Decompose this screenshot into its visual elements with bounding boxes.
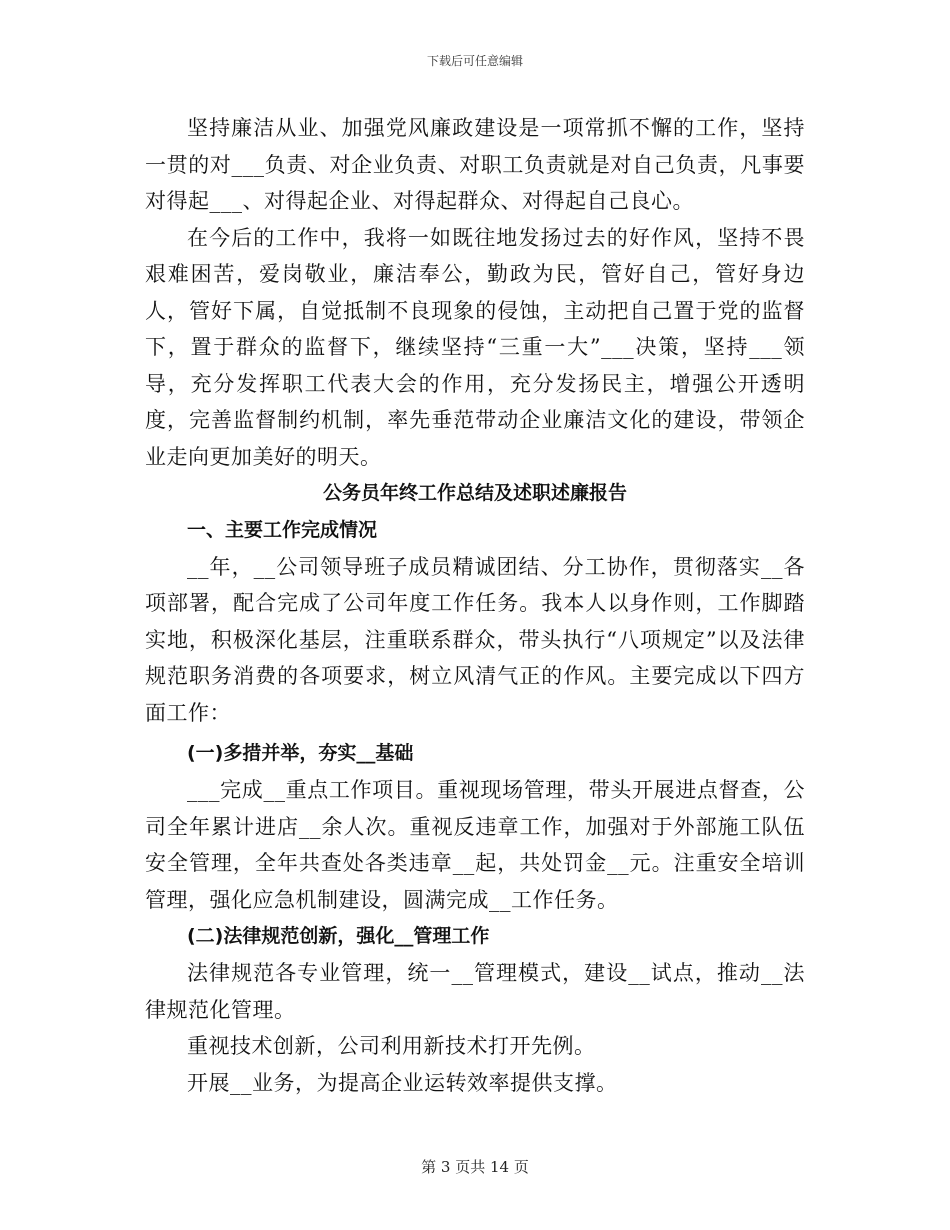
section-heading-main-work: 一、主要工作完成情况 — [187, 518, 378, 541]
subsection-heading-1: (一)多措并举，夯实__基础 — [187, 742, 414, 764]
paragraph-safety-management: ___完成__重点工作项目。重视现场管理，带头开展进点督查，公司全年累计进店__余人次。重视反违章工作，加强对于外部施工队伍安全管理，全年共查处各类违章__起，共处罚金__元。注重安全培训管理，强化应急机制建设，圆满完成__工作任务。 — [145, 778, 805, 912]
page-footer: 第 3 页共 14 页 — [421, 1158, 529, 1176]
subsection-heading-2: (二)法律规范创新，强化__管理工作 — [187, 925, 490, 947]
document-body — [145, 110, 805, 1101]
paragraph-integrity: 坚持廉洁从业、加强党风廉政建设是一项常抓不懈的工作，坚持一贯的对___负责、对企业负责、对职工负责就是对自己负责，凡事要对得起___、对得起企业、对得起群众、对得起自己良心。 — [145, 116, 805, 213]
report-title: 公务员年终工作总结及述职述廉报告 — [322, 482, 627, 504]
paragraph-business: 开展__业务，为提高企业运转效率提供支撑。 — [187, 1070, 618, 1095]
paragraph-tech-innovation: 重视技术创新，公司利用新技术打开先例。 — [187, 1034, 596, 1058]
paragraph-standardization: 法律规范各专业管理，统一__管理模式，建设__试点，推动__法律规范化管理。 — [145, 961, 805, 1022]
paragraph-future-work: 在今后的工作中，我将一如既往地发扬过去的好作风，坚持不畏艰难困苦，爱岗敬业，廉洁奉公，勤政为民，管好自己，管好身边人，管好下属，自觉抵制不良现象的侵蚀，主动把自己置于党的监督下，置于群众的监督下，继续坚持“三重一大”___决策，坚持___领导，充分发挥职工代表大会的作用，充分发扬民主，增强公开透明度，完善监督制约机制，率先垂范带动企业廉洁文化的建设，带领企业走向更加美好的明天。 — [145, 225, 805, 469]
paragraph-annual-summary: __年，__公司领导班子成员精诚团结、分工协作，贯彻落实__各项部署，配合完成了公司年度工作任务。我本人以身作则，工作脚踏实地，积极深化基层，注重联系群众，带头执行“八项规定”以及法律规范职务消费的各项要求，树立风清气正的作风。主要完成以下四方面工作： — [145, 554, 805, 725]
page-header: 下载后可任意编辑 — [426, 54, 523, 68]
